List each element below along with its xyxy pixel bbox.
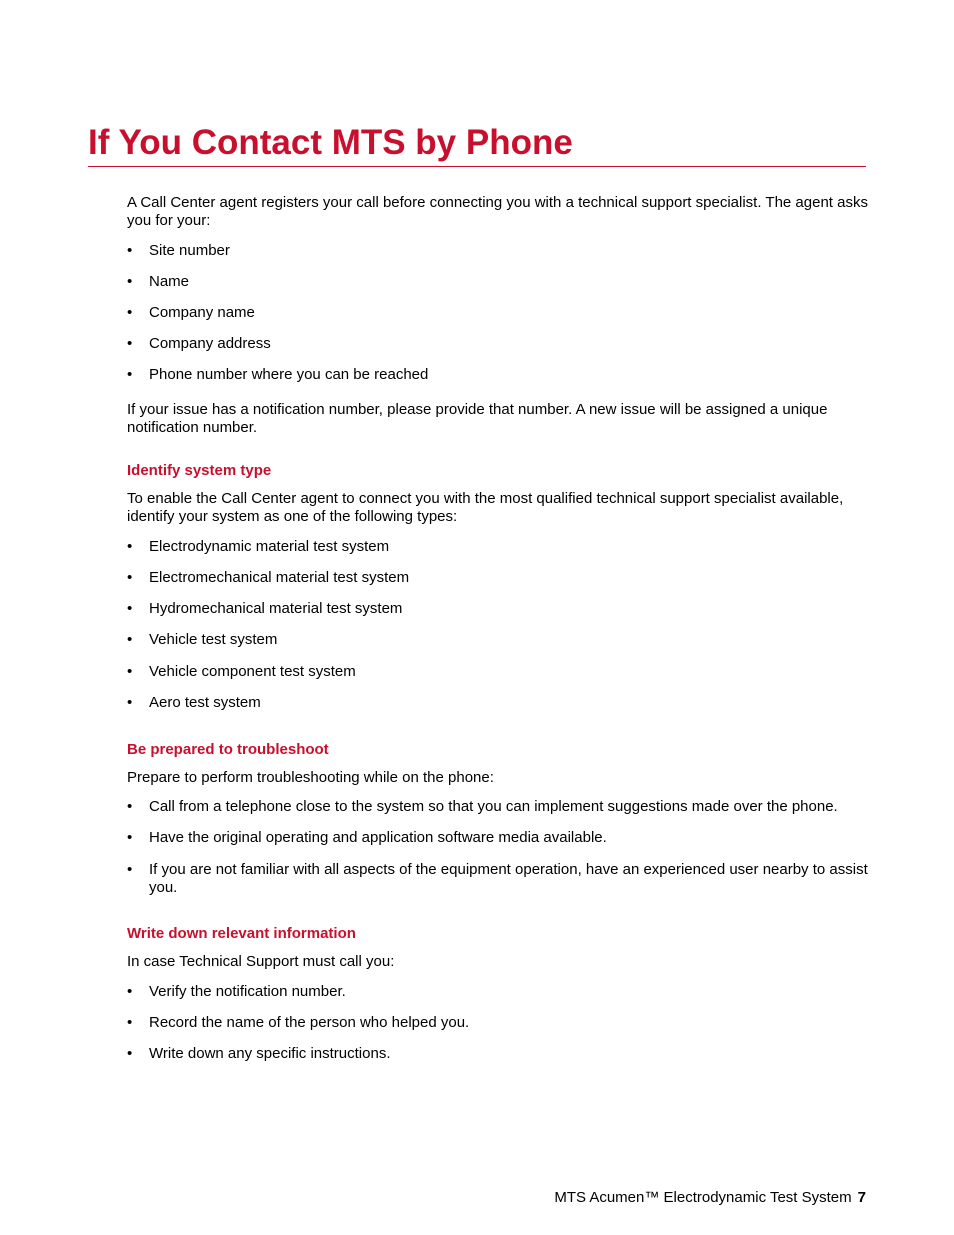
section-heading-writedown: Write down relevant information [127, 925, 356, 942]
bullet-icon: • [127, 663, 133, 680]
section-heading-identify: Identify system type [127, 462, 272, 479]
list-item: • If you are not familiar with all aspects of the equipment operation, have an experienced user nearby to assist you. [127, 861, 868, 896]
section-heading-troubleshoot: Be prepared to troubleshoot [127, 741, 329, 758]
bullet-icon: • [127, 798, 133, 815]
list-item: • Record the name of the person who helped you. [127, 1014, 470, 1031]
bullet-icon: • [127, 304, 133, 321]
bullet-icon: • [127, 335, 133, 352]
bullet-icon: • [127, 983, 133, 1000]
list-item: • Company address [127, 335, 271, 352]
writedown-paragraph: In case Technical Support must call you: [127, 953, 395, 970]
bullet-icon: • [127, 273, 133, 290]
list-item: • Electrodynamic material test system [127, 538, 390, 555]
bullet-icon: • [127, 1014, 133, 1031]
list-item: • Phone number where you can be reached [127, 366, 429, 383]
list-item: • Aero test system [127, 694, 261, 711]
list-item: • Write down any specific instructions. [127, 1045, 391, 1062]
intro-paragraph: A Call Center agent registers your call before connecting you with a technical support specialist. The agent asks you for your: [127, 194, 868, 229]
bullet-icon: • [127, 829, 133, 846]
writedown-list [127, 983, 869, 1063]
list-item: • Site number [127, 242, 230, 259]
notification-paragraph: If your issue has a notification number, please provide that number. A new issue will be assigned a unique notification number. [127, 401, 828, 436]
troubleshoot-paragraph: Prepare to perform troubleshooting while on the phone: [127, 769, 494, 786]
list-item: • Vehicle component test system [127, 663, 356, 680]
identify-paragraph: To enable the Call Center agent to connect you with the most qualified technical support specialist available, identify your system as one of the following types: [127, 490, 844, 525]
list-item: • Have the original operating and application software media available. [127, 829, 607, 846]
troubleshoot-list [127, 798, 869, 897]
bullet-icon: • [127, 538, 133, 555]
bullet-icon: • [127, 694, 133, 711]
system-type-list [127, 538, 869, 712]
list-item: • Hydromechanical material test system [127, 600, 403, 617]
page-footer [554, 1189, 866, 1207]
bullet-icon: • [127, 631, 133, 648]
list-item: • Name [127, 273, 190, 290]
page-content [127, 194, 869, 1063]
bullet-icon: • [127, 1045, 133, 1062]
bullet-icon: • [127, 242, 133, 259]
bullet-icon: • [127, 569, 133, 586]
bullet-icon: • [127, 366, 133, 383]
list-item: • Call from a telephone close to the system so that you can implement suggestions made over the phone. [127, 798, 838, 815]
intro-list [127, 242, 869, 384]
footer-product-name: MTS Acumen™ Electrodynamic Test System [554, 1189, 852, 1206]
page-number: 7 [857, 1189, 866, 1206]
bullet-icon: • [127, 861, 133, 878]
list-item: • Vehicle test system [127, 631, 278, 648]
list-item: • Verify the notification number. [127, 983, 346, 1000]
title-rule [88, 166, 866, 167]
list-item: • Company name [127, 304, 255, 321]
list-item: • Electromechanical material test system [127, 569, 410, 586]
bullet-icon: • [127, 600, 133, 617]
page-title: If You Contact MTS by Phone [88, 123, 573, 162]
